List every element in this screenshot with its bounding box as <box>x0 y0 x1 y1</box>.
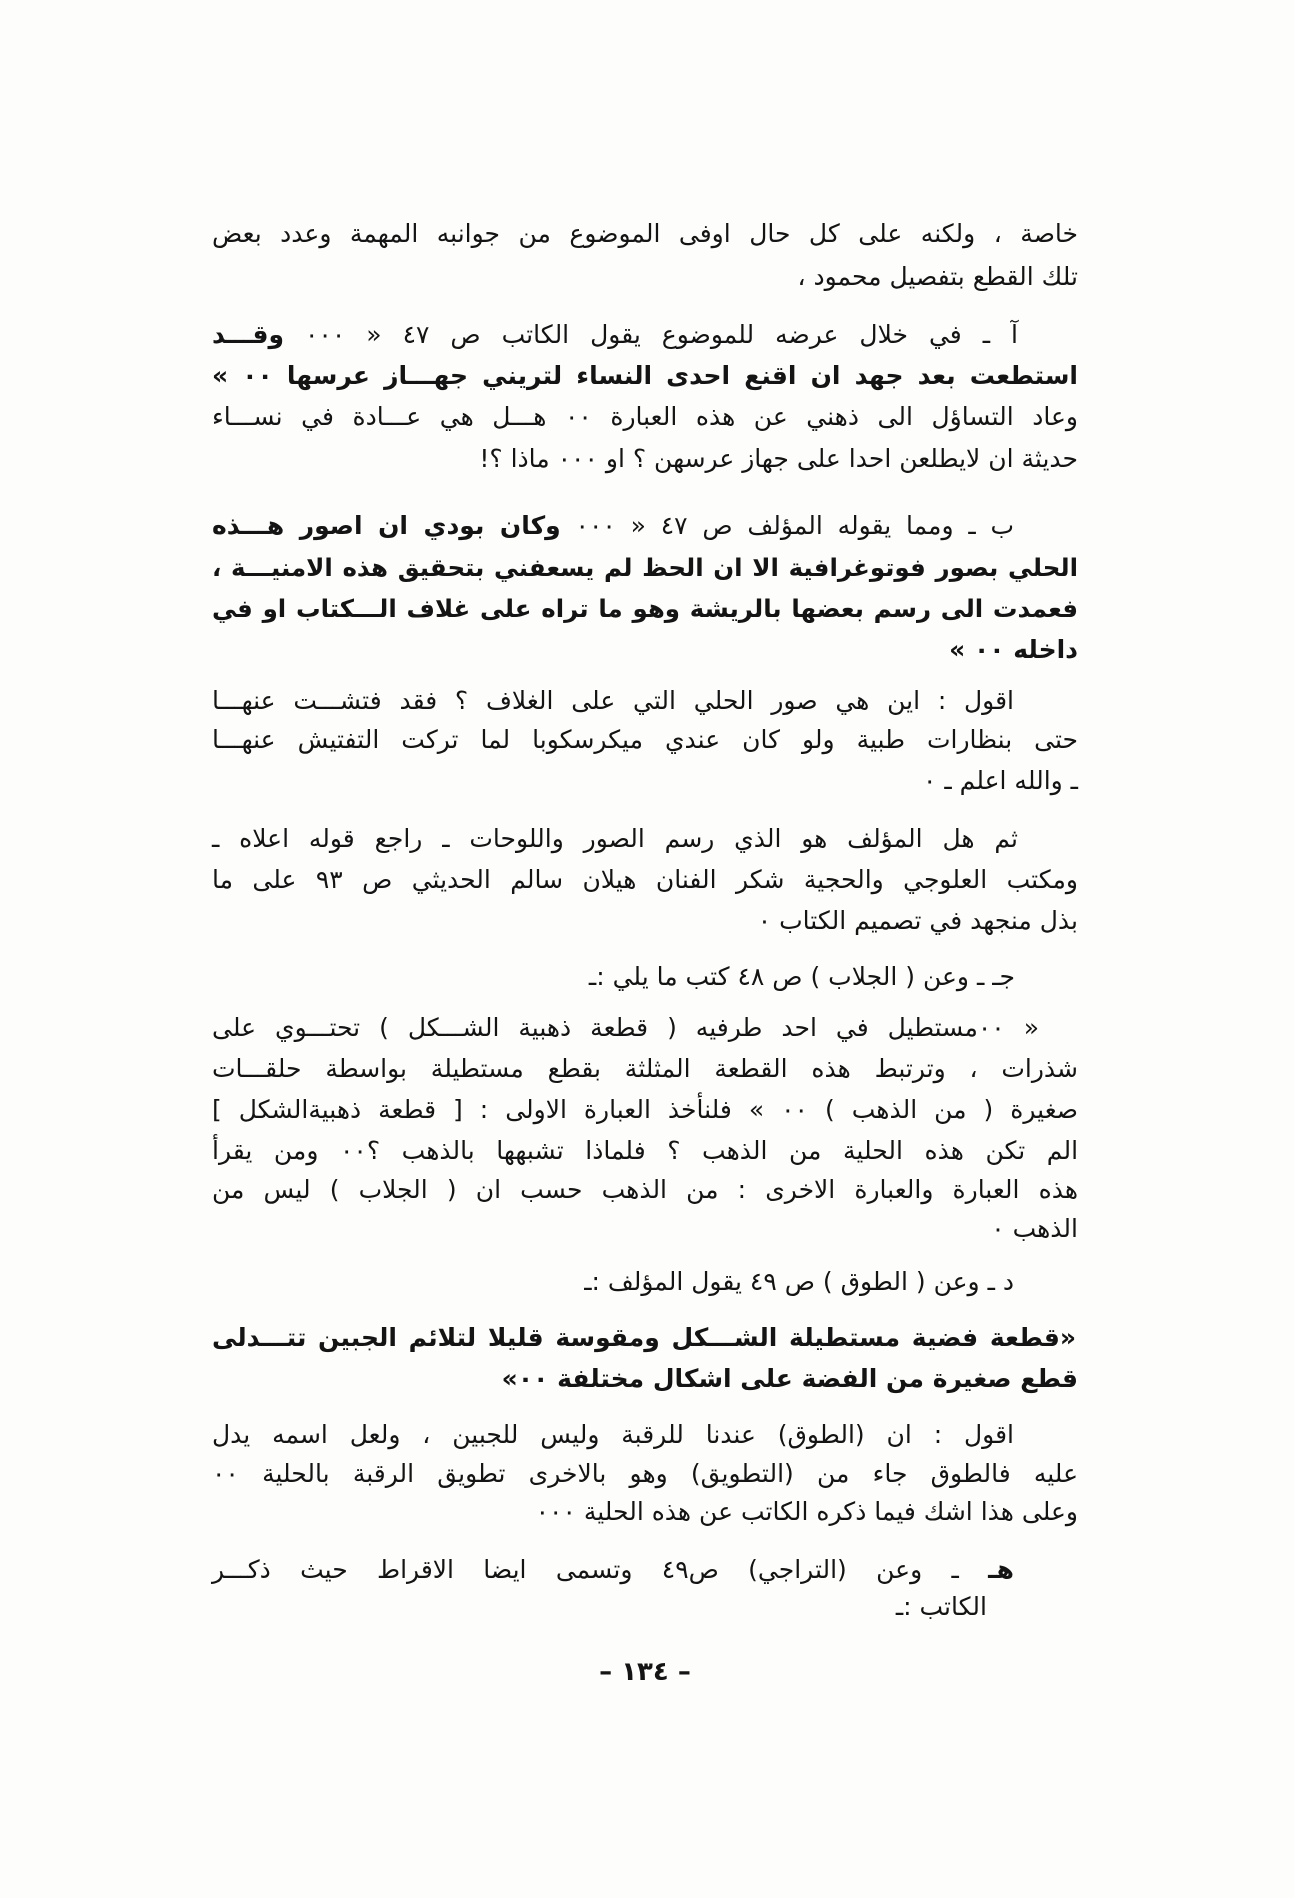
text-line: صغيرة ( من الذهب ) ٠٠ » فلنأخذ العبارة الاولى : [ قطعة ذهبيةالشكل ] <box>212 1095 1079 1124</box>
text-line: الحلي بصور فوتوغرافية الا ان الحظ لم يسعفني بتحقيق هذه الامنيـــة ، <box>212 553 1078 582</box>
line-text: ـ وعن (التراجي) ص٤٩ وتسمى ايضا الاقراط حيث ذكـــر <box>212 1555 959 1584</box>
page-number: – ١٣٤ – <box>599 1657 691 1687</box>
emphasis-text: وكان بودي ان اصور هـــذه <box>212 511 561 540</box>
text-line: قطع صغيرة من الفضة على اشكال مختلفة ٠٠» <box>501 1364 1078 1393</box>
text-line: اقول : اين هي صور الحلي التي على الغلاف ؟ فقد فتشـــت عنهـــا <box>212 686 1014 715</box>
text-line <box>212 314 1078 355</box>
text-line: وعاد التساؤل الى ذهني عن هذه العبارة ٠٠ هـــل هي عـــادة في نســـاء <box>212 402 1078 431</box>
text-line: فعمدت الى رسم بعضها بالريشة وهو ما تراه على غلاف الـــكتاب او في <box>212 594 1078 623</box>
text-line: هذه العبارة والعبارة الاخرى : من الذهب حسب ان ( الجلاب ) ليس من <box>212 1175 1078 1204</box>
text-line: داخله ٠٠ » <box>949 635 1078 664</box>
text-line: «قطعة فضية مستطيلة الشـــكل ومقوسة قليلا لتلائم الجبين تتـــدلى <box>212 1323 1076 1352</box>
text-line: « ٠٠مستطيل في احد طرفيه ( قطعة ذهبية الشـــكل ) تحتـــوي على <box>212 1013 1039 1042</box>
text-line: اقول : ان (الطوق) عندنا للرقبة وليس للجبين ، ولعل اسمه يدل <box>212 1420 1014 1449</box>
text-line: الم تكن هذه الحلية من الذهب ؟ فلماذا تشبهها بالذهب ؟٠٠ ومن يقرأ <box>212 1136 1079 1165</box>
text-line: ومكتب العلوجي والحجية شكر الفنان هيلان سالم الحديثي ص ٩٣ على ما <box>212 865 1078 894</box>
text-line: خاصة ، ولكنه على كل حال اوفى الموضوع من جوانبه المهمة وعدد بعض <box>212 219 1078 248</box>
emphasis-text: وقـــد <box>212 320 284 349</box>
text-line: وعلى هذا اشك فيما ذكره الكاتب عن هذه الحلية ٠٠٠ <box>535 1497 1078 1526</box>
text-line: الكاتب :ـ <box>895 1592 987 1621</box>
text-line: الذهب ٠ <box>991 1214 1078 1243</box>
text-line: جـ ـ وعن ( الجلاب ) ص ٤٨ كتب ما يلي :ـ <box>588 962 1015 991</box>
text-line <box>212 505 1078 546</box>
text-line: د ـ وعن ( الطوق ) ص ٤٩ يقول المؤلف :ـ <box>584 1267 1014 1296</box>
line-text: آ ـ في خلال عرضه للموضوع يقول الكاتب ص ٤٧ « ٠٠٠ <box>305 320 1018 349</box>
text-line <box>212 1549 1078 1590</box>
text-line: استطعت بعد جهد ان اقنع احدى النساء لتريني جهـــاز عرسها ٠٠ » <box>212 361 1078 390</box>
text-line: حتى بنظارات طبية ولو كان عندي ميكرسكوبا لما تركت التفتيش عنهـــا <box>212 725 1078 754</box>
item-label: هـ <box>988 1555 1015 1584</box>
text-line: بذل منجهد في تصميم الكتاب ٠ <box>757 906 1078 935</box>
line-text: ب ـ ومما يقوله المؤلف ص ٤٧ « ٠٠٠ <box>575 511 1014 540</box>
text-line: حديثة ان لايطلعن احدا على جهاز عرسهن ؟ او ٠٠٠ ماذا ؟! <box>479 444 1078 473</box>
text-line: ـ والله اعلم ـ ٠ <box>923 766 1078 795</box>
text-line: عليه فالطوق جاء من (التطويق) وهو بالاخرى تطويق الرقبة بالحلية ٠٠ <box>212 1459 1078 1488</box>
text-line: شذرات ، وترتبط هذه القطعة المثلثة بقطع مستطيلة بواسطة حلقـــات <box>212 1054 1078 1083</box>
text-line: تلك القطع بتفصيل محمود ، <box>797 262 1078 291</box>
text-line: ثم هل المؤلف هو الذي رسم الصور واللوحات ـ راجع قوله اعلاه ـ <box>212 824 1018 853</box>
